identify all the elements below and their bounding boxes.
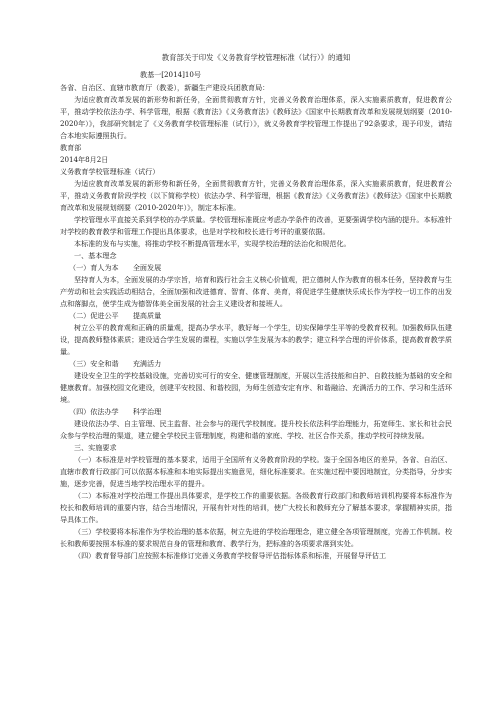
principle-label: （三）安全和谐 充满活力 [69,359,162,368]
notice-title: 教育部关于印发《义务教育学校管理标准（试行）》的通知 [161,53,351,62]
notice-date: 2014年8月2日 [60,155,109,164]
requirement-paragraph: （四）教育督导部门应按照本标准修订完善义务教育学校督导评估指标体系和标准，开展督导评估工 [74,551,387,560]
principle-text: 树立公平的教育观和正确的质量观，提高办学水平，教好每一个学生，切实保障学生平等的受教育权利。加强教师队伍建设，提高教师整体素质；建设适合学生发展的课程，实施以学生发展为本的教学；建立科学合理的评价体系，提高教育教学质量。 [60,323,452,356]
requirement-paragraph: （二）本标准对学校治理工作提出具体要求，是学校工作的重要依据。各级教育行政部门和教师培训机构要将本标准作为校长和教师培训的重要内容，结合当地情况，开展有针对性的培训，使广大校长和教师充分了解基本要求，掌握精神实质，指导具体工作。 [60,491,452,524]
principle-text: 坚持育人为本，全面发展的办学宗旨，培育和践行社会主义核心价值观，把立德树人作为教育的根本任务，坚持教育与生产劳动和社会实践活动相结合，全面加强和改进德育、智育、体育、美育，将促进学生健康快乐成长作为学校一切工作的出发点和落脚点，使学生成为德智体美全面发展的社会主义建设者和接班人。 [60,275,452,308]
standard-intro: 为适应教育改革发展的新形势和新任务，全面贯彻教育方针，完善义务教育治理体系，深入实施素质教育，促进教育公平，推动义务教育阶段学校（以下简称学校）依法办学、科学管理，根据《教育法》《义务教育法》《教师法》《国家中长期教育改革和发展规划纲要（2010-2020年）》，制定本标准。 [60,179,452,212]
section-heading: 一、基本理念 [74,251,117,260]
principle-label: （四）依法办学 科学治理 [69,407,162,416]
requirement-paragraph: （一）本标准是对学校管理的基本要求，适用于全国所有义务教育阶段的学校。鉴于全国各地区的差异，各省、自治区、直辖市教育行政部门可以依据本标准和本地实际提出实施意见，细化标准要求。在实施过程中要因地制宜，分类指导，分步实施，逐步完善，促进当地学校治理水平的提升。 [60,455,452,488]
recipients: 各省、自治区、直辖市教育厅（教委），新疆生产建设兵团教育局： [60,83,270,92]
standard-title: 义务教育学校管理标准（试行） [60,167,160,176]
document-content [60,52,452,562]
principle-label: （二）促进公平 提高质量 [69,311,162,320]
requirement-paragraph: （三）学校要将本标准作为学校治理的基本依据，树立先进的学校治理理念，建立健全各项管理制度，完善工作机制。校长和教师要按照本标准的要求规范自身的管理和教育、教学行为，把标准的各项要求落到实处。 [60,527,452,548]
document-number: 教基一[2014]10号 [140,70,201,79]
standard-paragraph: 本标准的发布与实施，将推动学校不断提高管理水平，实现学校治理的法治化和规范化。 [74,239,351,248]
notice-body: 为适应教育改革发展的新形势和新任务，全面贯彻教育方针，完善义务教育治理体系，深入实施素质教育，促进教育公平，推动学校依法办学、科学管理，根据《教育法》《义务教育法》《教师法》《国家中长期教育改革和发展规划纲要（2010-2020年）》，我部研究制定了《义务教育学校管理标准（试行）》，就义务教育学校管理工作提出了92条要求，现予印发，请结合本地实际遵照执行。 [60,95,452,140]
section-heading: 三、实施要求 [74,443,117,452]
principle-label: （一）育人为本 全面发展 [69,263,162,272]
sender: 教育部 [60,143,82,152]
principle-text: 建设安全卫生的学校基础设施，完善切实可行的安全、健康管理制度，开展以生活技能和自护、自救技能为基础的安全和健康教育。加强校园文化建设，创建平安校园、和谐校园，为师生创造安定有序、和谐融洽、充满活力的工作、学习和生活环境。 [60,371,452,404]
standard-paragraph: 学校管理水平直接关系到学校的办学质量。学校管理标准既应考虑办学条件的改善，更要强调学校内涵的提升。本标准针对学校的教育教学和管理工作提出具体要求，也是对学校和校长进行考评的重要依据。 [60,215,452,236]
principle-text: 建设依法办学、自主管理、民主监督、社会参与的现代学校制度。提升校长依法科学治理能力，拓宽师生、家长和社会民众参与学校治理的渠道，建立健全学校民主管理制度，构建和谐的家庭、学校、社区合作关系，推动学校可持续发展。 [60,419,452,440]
